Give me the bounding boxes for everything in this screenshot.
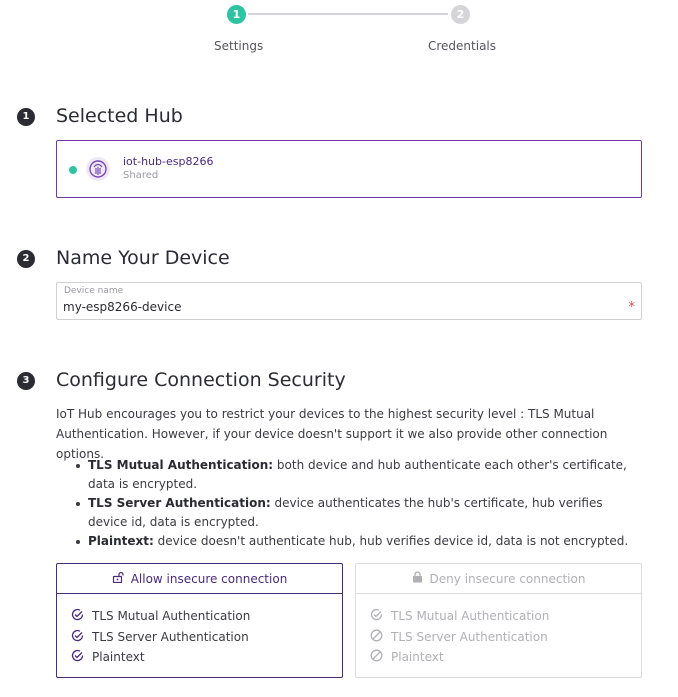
check-circle-icon — [71, 608, 92, 624]
allow-insecure-label: Allow insecure connection — [130, 571, 288, 586]
method-label: TLS Mutual Authentication — [391, 609, 550, 624]
bullet-term: TLS Server Authentication: — [88, 496, 271, 510]
section-2-number: 2 — [17, 250, 35, 268]
unlock-icon — [112, 571, 131, 586]
hub-type: Shared — [123, 170, 159, 181]
check-circle-icon — [71, 629, 92, 645]
stepper — [0, 0, 678, 70]
section-1-number: 1 — [17, 108, 35, 126]
step-1-indicator[interactable]: 1 — [227, 5, 246, 24]
method-label: TLS Server Authentication — [391, 629, 548, 644]
list-item — [370, 647, 549, 668]
bullet-text: device authenticates the hub's certificate, hub verifies device id, data is encrypted. — [88, 496, 603, 529]
lock-icon — [412, 571, 430, 586]
hub-status-dot — [69, 166, 77, 174]
list-item — [74, 456, 644, 494]
hub-name: iot-hub-esp8266 — [123, 155, 214, 168]
bullet-text: both device and hub authenticate each other's certificate, data is encrypted. — [88, 458, 627, 491]
check-circle-icon — [370, 608, 391, 624]
method-label: TLS Mutual Authentication — [92, 609, 251, 624]
section-3-title: Configure Connection Security — [56, 369, 346, 391]
list-item — [71, 627, 250, 648]
allow-insecure-header[interactable] — [57, 564, 342, 594]
security-options-list — [74, 456, 644, 551]
required-indicator: * — [628, 300, 635, 315]
bullet-text: device doesn't authenticate hub, hub verifies device id, data is not encrypted. — [153, 534, 629, 548]
deny-methods-list — [370, 606, 549, 668]
deny-insecure-label: Deny insecure connection — [429, 571, 586, 586]
method-label: TLS Server Authentication — [92, 629, 249, 644]
step-2-indicator[interactable]: 2 — [451, 5, 470, 24]
section-1-title: Selected Hub — [56, 105, 183, 127]
security-description: IoT Hub encourages you to restrict your devices to the highest security level : TLS Mutual Authentication. However, if your device doesn't support it we also provide other connection options. — [56, 407, 608, 461]
list-item — [370, 606, 549, 627]
deny-insecure-option[interactable] — [355, 563, 642, 678]
list-item — [71, 647, 250, 668]
section-3-number: 3 — [17, 372, 35, 390]
block-circle-icon — [370, 629, 391, 645]
section-2-title: Name Your Device — [56, 247, 230, 269]
deny-insecure-header[interactable] — [356, 564, 641, 594]
method-label: Plaintext — [92, 650, 145, 665]
bullet-term: TLS Mutual Authentication: — [88, 458, 274, 472]
device-name-label: Device name — [64, 286, 124, 296]
list-item — [74, 532, 644, 551]
step-1-label[interactable]: Settings — [214, 39, 264, 53]
check-circle-icon — [71, 649, 92, 665]
block-circle-icon — [370, 649, 391, 665]
bullet-term: Plaintext: — [88, 534, 154, 548]
step-connector — [248, 13, 448, 15]
device-name-field[interactable] — [56, 282, 642, 320]
selected-hub-card[interactable] — [56, 140, 642, 198]
allow-insecure-option[interactable] — [56, 563, 343, 678]
device-name-input[interactable] — [63, 298, 603, 316]
list-item — [74, 494, 644, 532]
method-label: Plaintext — [391, 650, 444, 665]
list-item — [370, 627, 549, 648]
step-2-label[interactable]: Credentials — [428, 39, 497, 53]
list-item — [71, 606, 250, 627]
hub-icon — [85, 156, 111, 182]
allow-methods-list — [71, 606, 250, 668]
